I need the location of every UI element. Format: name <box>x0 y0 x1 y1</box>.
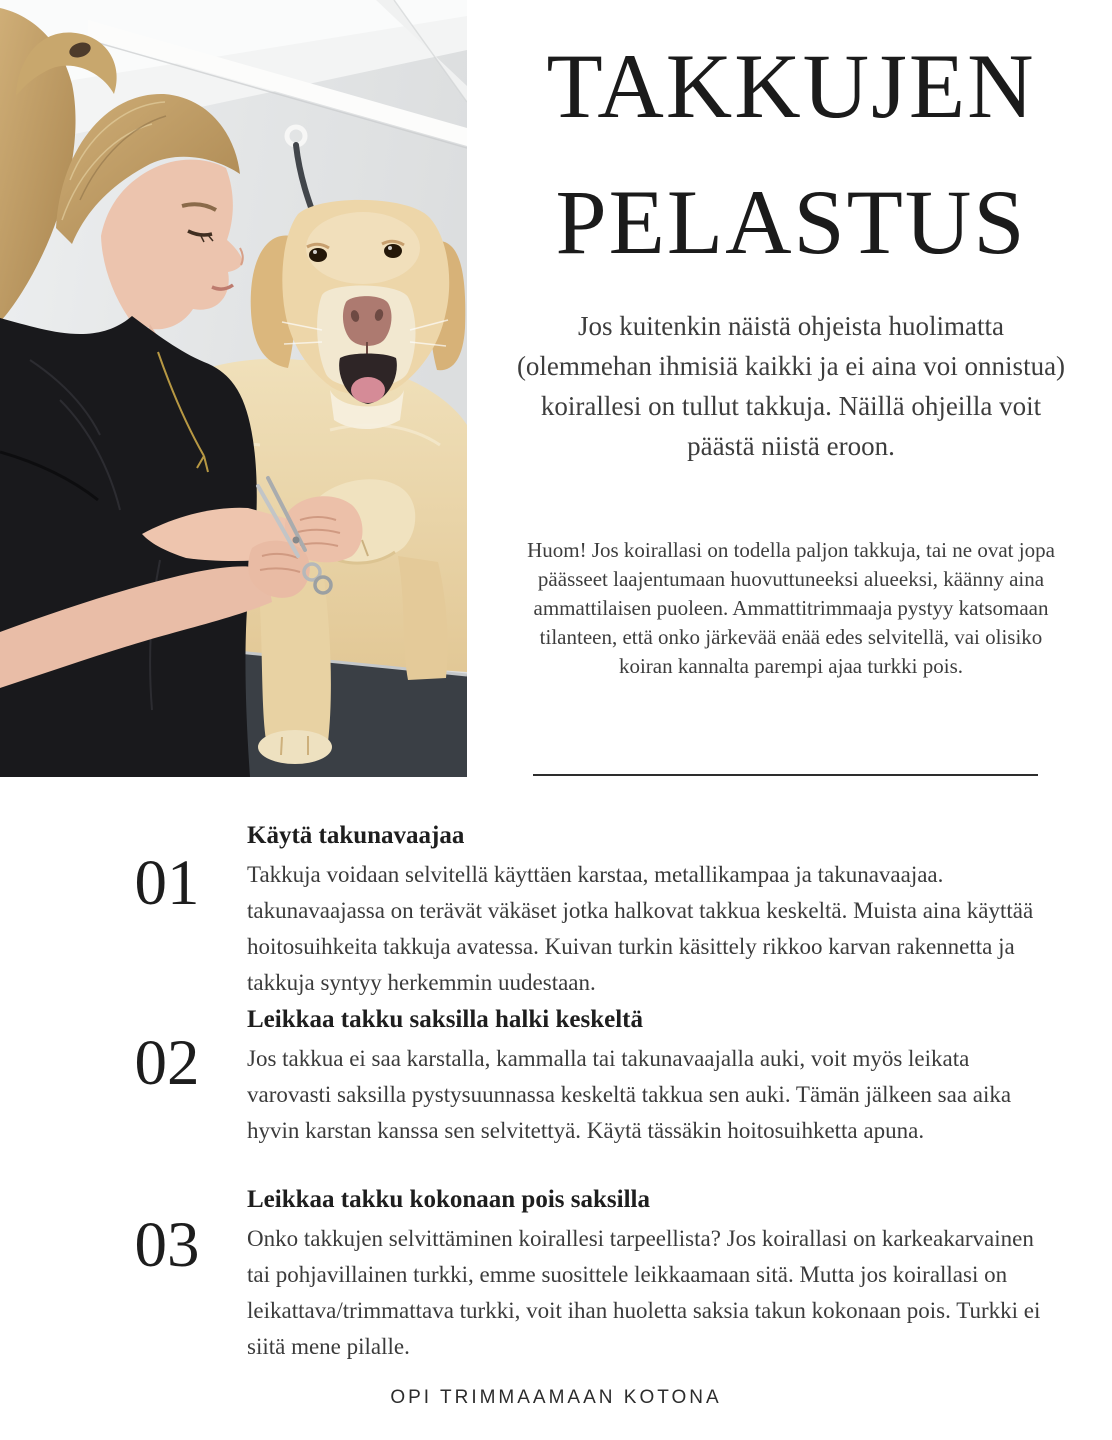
step-2 <box>247 1006 1059 1149</box>
step-2-number: 02 <box>134 1027 200 1099</box>
step-3 <box>247 1186 1059 1365</box>
note-line: tilanteen, että onko järkevää enää edes selvitellä, vai olisiko <box>539 625 1043 649</box>
intro-paragraph <box>470 306 1112 466</box>
note-line: ammattilaisen puoleen. Ammattitrimmaaja pystyy katsomaan <box>533 596 1049 620</box>
step-2-heading: Leikkaa takku saksilla halki keskeltä <box>247 1006 643 1033</box>
step-3-body: Onko takkujen selvittäminen koirallesi tarpeellista? Jos koirallasi on karkeakarvainen tai pohjavillainen turkki, emme suosittele leikkaamaan sitä. Mutta jos koirallasi on leikattava/trimmattava turkki, voit ihan huoletta saksia takun kokonaan pois. Turkki ei siitä mene pilalle. <box>247 1226 1041 1359</box>
footer-tagline: OPI TRIMMAAMAAN KOTONA <box>390 1387 722 1408</box>
intro-line: päästä niistä eroon. <box>687 431 895 461</box>
photo-illustration <box>0 0 467 777</box>
step-2-body: Jos takkua ei saa karstalla, kammalla tai takunavaajalla auki, voit myös leikata varovasti saksilla pystysuunnassa keskeltä takkua sen auki. Tämän jälkeen saa aika hyvin karstan kanssa sen selvitettyä. Käytä tässäkin hoitosuihketta apuna. <box>247 1046 1012 1143</box>
step-3-heading: Leikkaa takku kokonaan pois saksilla <box>247 1186 650 1213</box>
page-title <box>470 18 1112 290</box>
step-1-body: Takkuja voidaan selvitellä käyttäen karstaa, metallikampaa ja takunavaajaa. takunavaajassa on terävät väkäset jotka halkovat takkua keskeltä. Muista aina käyttää hoitosuihkeita takkuja avatessa. Kuivan turkin käsittely rikkoo karvan rakennetta ja takkuja syntyy herkemmin uudestaan. <box>247 862 1034 995</box>
step-3-number: 03 <box>134 1209 200 1281</box>
note-line: Huom! Jos koirallasi on todella paljon takkuja, tai ne ovat jopa <box>527 538 1055 562</box>
step-1-number: 01 <box>134 847 200 919</box>
step-1 <box>247 822 1059 1001</box>
note-line: päässeet laajentumaan huovuttuneeksi alueeksi, käänny aina <box>537 567 1045 591</box>
note-line: koiran kannalta parempi ajaa turkki pois. <box>618 654 964 678</box>
intro-line: koirallesi on tullut takkuja. Näillä ohjeilla voit <box>540 391 1042 421</box>
page-title-line2: PELASTUS <box>555 171 1027 273</box>
note-paragraph <box>470 536 1112 681</box>
groomer-dog-photo <box>0 0 467 777</box>
intro-line: (olemmehan ihmisiä kaikki ja ei aina voi onnistua) <box>516 351 1066 381</box>
intro-line: Jos kuitenkin näistä ohjeista huolimatta <box>578 311 1004 341</box>
step-1-heading: Käytä takunavaajaa <box>247 822 465 849</box>
section-divider <box>533 774 1038 776</box>
page-title-line1: TAKKUJEN <box>546 35 1036 137</box>
